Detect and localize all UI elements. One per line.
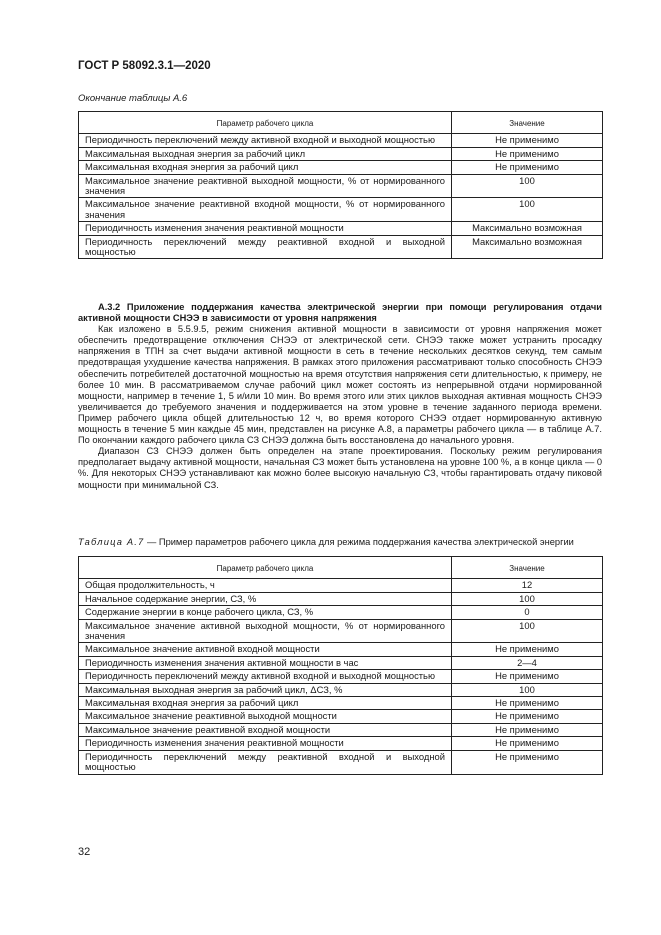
value-cell: 100 [452,683,603,696]
value-cell: 100 [452,174,603,198]
table-row [79,147,603,160]
table-row [79,198,603,222]
column-header-parameter: Параметр рабочего цикла [79,557,452,579]
table-row [79,174,603,198]
value-cell: Не применимо [452,697,603,710]
table-row [79,643,603,656]
value-cell: 2—4 [452,656,603,669]
parameter-cell: Периодичность переключений между реактивной входной и выходной мощностью [79,235,452,259]
table-row [79,697,603,710]
table-a7-caption-text: — Пример параметров рабочего цикла для режима поддержания качества электрической энергии [144,537,574,547]
parameter-cell: Периодичность переключений между активной входной и выходной мощностью [79,670,452,683]
value-cell: Не применимо [452,643,603,656]
table-row [79,134,603,147]
parameter-cell: Максимальная выходная энергия за рабочий цикл [79,147,452,160]
parameter-cell: Максимальное значение реактивной выходной мощности, % от нормированного значения [79,174,452,198]
value-cell: Не применимо [452,161,603,174]
page-number: 32 [78,846,91,858]
value-cell: 100 [452,619,603,643]
document-code-header: ГОСТ Р 58092.3.1—2020 [78,60,211,72]
table-row [79,670,603,683]
parameter-cell: Максимальная входная энергия за рабочий цикл [79,161,452,174]
value-cell: 12 [452,579,603,592]
table-row [79,750,603,774]
column-header-value: Значение [452,557,603,579]
section-a32 [78,302,602,491]
parameter-cell: Периодичность переключений между реактивной входной и выходной мощностью [79,750,452,774]
table-row [79,161,603,174]
table-row [79,579,603,592]
table-a6-caption: Окончание таблицы А.6 [78,93,188,104]
parameter-cell: Максимальное значение реактивной входной мощности, % от нормированного значения [79,198,452,222]
table-row [79,737,603,750]
table-row [79,683,603,696]
table-a7 [78,556,603,775]
table-row [79,619,603,643]
parameter-cell: Содержание энергии в конце рабочего цикла, СЗ, % [79,606,452,619]
value-cell: 100 [452,592,603,605]
parameter-cell: Максимальное значение активной выходной мощности, % от нормированного значения [79,619,452,643]
table-header-row [79,557,603,579]
table-row [79,710,603,723]
value-cell: Не применимо [452,737,603,750]
value-cell: Не применимо [452,710,603,723]
parameter-cell: Общая продолжительность, ч [79,579,452,592]
table-row [79,222,603,235]
table-row [79,235,603,259]
table-header-row [79,112,603,134]
parameter-cell: Максимальная входная энергия за рабочий цикл [79,697,452,710]
value-cell: 100 [452,198,603,222]
value-cell: Не применимо [452,670,603,683]
value-cell: 0 [452,606,603,619]
value-cell: Не применимо [452,134,603,147]
table-row [79,723,603,736]
parameter-cell: Максимальное значение активной входной мощности [79,643,452,656]
table-a6 [78,111,603,259]
parameter-cell: Максимальное значение реактивной входной мощности [79,723,452,736]
parameter-cell: Периодичность изменения значения реактивной мощности [79,222,452,235]
table-row [79,592,603,605]
parameter-cell: Максимальная выходная энергия за рабочий цикл, ΔСЗ, % [79,683,452,696]
parameter-cell: Максимальное значение реактивной выходной мощности [79,710,452,723]
section-heading: А.3.2 Приложение поддержания качества электрической энергии при помощи регулирования отдачи активной мощности СНЭЭ в зависимости от уровня напряжения [78,302,602,324]
section-paragraph-2: Диапазон СЗ СНЭЭ должен быть определен на этапе проектирования. Поскольку режим регулирования предполагает выдачу активной мощности, начальная СЗ может быть установлена на уровне 100 %, а в конце цикла — 0 %. Для некоторых СНЭЭ устанавливают как можно более высокую начальную СЗ, чтобы гарантировать отдачу пиковой мощности при минимальной СЗ. [78,446,602,490]
value-cell: Максимально возможная [452,222,603,235]
column-header-value: Значение [452,112,603,134]
parameter-cell: Начальное содержание энергии, СЗ, % [79,592,452,605]
value-cell: Не применимо [452,147,603,160]
parameter-cell: Периодичность изменения значения активной мощности в час [79,656,452,669]
table-a7-caption [78,537,608,547]
parameter-cell: Периодичность изменения значения реактивной мощности [79,737,452,750]
value-cell: Не применимо [452,723,603,736]
parameter-cell: Периодичность переключений между активной входной и выходной мощностью [79,134,452,147]
column-header-parameter: Параметр рабочего цикла [79,112,452,134]
section-paragraph-1: Как изложено в 5.5.9.5, режим снижения активной мощности в зависимости от уровня напряжения может обеспечить предотвращение отключения СНЭЭ от электрической сети. СНЭЭ также может устранить просадку напряжения в ТПН за счет выдачи активной мощности в сеть в течение нескольких десятков секунд, тем самым предотвращая ухудшение качества напряжения. В рамках этого приложения рассматривают только способность СНЭЭ обеспечить потребителей достаточной мощностью на время отсутствия напряжения сети длительностью, к примеру, не более 10 мин. В рассматриваемом случае рабочий цикл может состоять из непрерывной отдачи нормированной мощности, например в течение 1, 5 и/или 10 мин. Во время этого или этих циклов выходная активная мощность СНЭЭ увеличивается до требуемого значения и поддерживается на этом уровне в течение заданного периода времени. Пример рабочего цикла общей длительностью 12 ч, во время которого СНЭЭ отдает нормированную активную мощность в течение 5 мин каждые 45 мин, представлен на рисунке А.8, а параметры рабочего цикла — в таблице А.7. По окончании каждого рабочего цикла СЗ СНЭЭ должна быть восстановлена до начального уровня. [78,324,602,446]
table-a7-caption-label: Таблица А.7 [78,537,145,547]
value-cell: Не применимо [452,750,603,774]
value-cell: Максимально возможная [452,235,603,259]
table-row [79,606,603,619]
table-row [79,656,603,669]
